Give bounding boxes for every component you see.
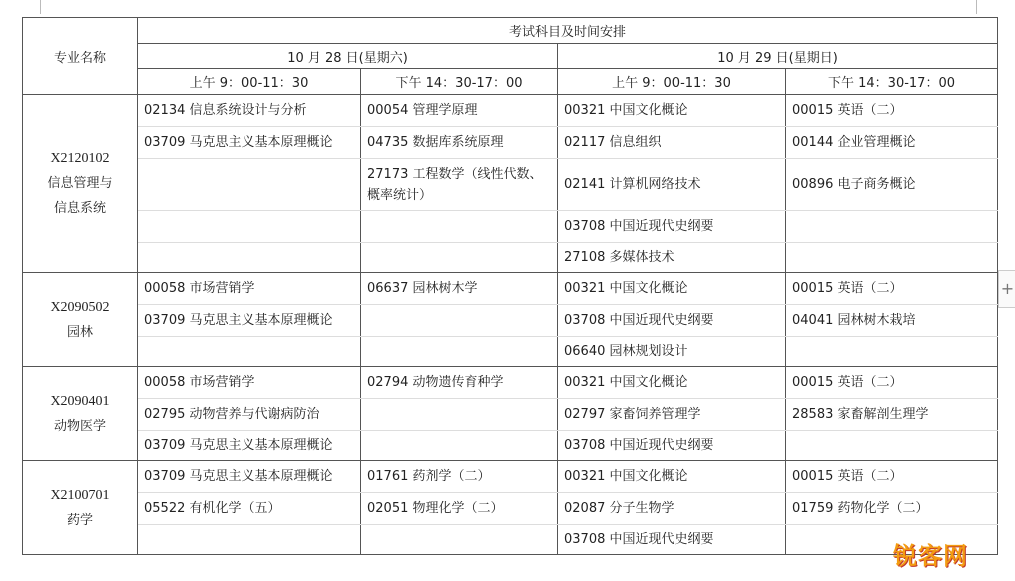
course-cell: 28583 家畜解剖生理学 bbox=[786, 399, 998, 431]
major-cell bbox=[23, 367, 138, 461]
exam-schedule-table bbox=[22, 17, 998, 555]
major-cell bbox=[23, 273, 138, 367]
course-cell: 01759 药物化学（二） bbox=[786, 493, 998, 525]
table-row bbox=[23, 305, 998, 337]
table-row bbox=[23, 431, 998, 461]
course-cell: 02794 动物遗传育种学 bbox=[361, 367, 558, 399]
course-cell bbox=[786, 431, 998, 461]
course-cell: 01761 药剂学（二） bbox=[361, 461, 558, 493]
watermark-logo: 锐客网 bbox=[893, 542, 968, 570]
major-name-header: 专业名称 bbox=[23, 18, 138, 95]
course-cell: 00321 中国文化概论 bbox=[558, 461, 786, 493]
course-cell: 02795 动物营养与代谢病防治 bbox=[138, 399, 361, 431]
day2-morning-header: 上午 9：00-11：30 bbox=[558, 69, 786, 95]
header-row-2 bbox=[23, 44, 998, 69]
major-name: 信息管理与信息系统 bbox=[47, 176, 113, 216]
course-cell bbox=[786, 243, 998, 273]
course-cell: 02141 计算机网络技术 bbox=[558, 159, 786, 211]
course-cell: 00321 中国文化概论 bbox=[558, 367, 786, 399]
course-cell: 02134 信息系统设计与分析 bbox=[138, 95, 361, 127]
course-cell bbox=[361, 211, 558, 243]
course-cell: 00896 电子商务概论 bbox=[786, 159, 998, 211]
course-cell: 04041 园林树木栽培 bbox=[786, 305, 998, 337]
course-cell bbox=[786, 337, 998, 367]
course-cell bbox=[138, 211, 361, 243]
course-cell bbox=[786, 211, 998, 243]
table-row bbox=[23, 525, 998, 555]
course-cell bbox=[138, 243, 361, 273]
table-row bbox=[23, 95, 998, 127]
course-cell bbox=[361, 243, 558, 273]
course-cell bbox=[361, 431, 558, 461]
course-cell bbox=[361, 399, 558, 431]
day1-afternoon-header: 下午 14：30-17：00 bbox=[361, 69, 558, 95]
course-cell: 03708 中国近现代史纲要 bbox=[558, 525, 786, 555]
course-cell: 00321 中国文化概论 bbox=[558, 273, 786, 305]
course-cell bbox=[361, 337, 558, 367]
major-code: X2100701 bbox=[50, 487, 110, 503]
table-row bbox=[23, 493, 998, 525]
course-cell: 03709 马克思主义基本原理概论 bbox=[138, 461, 361, 493]
add-button[interactable]: + bbox=[998, 270, 1015, 308]
course-cell: 02797 家畜饲养管理学 bbox=[558, 399, 786, 431]
course-cell: 02051 物理化学（二） bbox=[361, 493, 558, 525]
course-cell: 03709 马克思主义基本原理概论 bbox=[138, 305, 361, 337]
page-margin-mark bbox=[40, 0, 41, 14]
course-cell: 27173 工程数学（线性代数、概率统计） bbox=[361, 159, 558, 211]
day2-header: 10 月 29 日(星期日) bbox=[558, 44, 998, 69]
table-row bbox=[23, 337, 998, 367]
course-cell: 00144 企业管理概论 bbox=[786, 127, 998, 159]
header-row-1 bbox=[23, 18, 998, 44]
major-cell bbox=[23, 461, 138, 555]
table-row bbox=[23, 159, 998, 211]
course-cell: 00015 英语（二） bbox=[786, 461, 998, 493]
course-cell bbox=[361, 525, 558, 555]
table-row bbox=[23, 243, 998, 273]
course-cell: 03708 中国近现代史纲要 bbox=[558, 431, 786, 461]
day2-afternoon-header: 下午 14：30-17：00 bbox=[786, 69, 998, 95]
course-cell: 02087 分子生物学 bbox=[558, 493, 786, 525]
table-row bbox=[23, 461, 998, 493]
course-cell: 05522 有机化学（五） bbox=[138, 493, 361, 525]
course-cell: 00321 中国文化概论 bbox=[558, 95, 786, 127]
major-code: X2120102 bbox=[50, 151, 110, 166]
course-cell: 06637 园林树木学 bbox=[361, 273, 558, 305]
table-row bbox=[23, 367, 998, 399]
course-cell: 00058 市场营销学 bbox=[138, 367, 361, 399]
course-cell: 02117 信息组织 bbox=[558, 127, 786, 159]
course-cell bbox=[361, 305, 558, 337]
course-cell: 00015 英语（二） bbox=[786, 273, 998, 305]
course-cell: 03708 中国近现代史纲要 bbox=[558, 211, 786, 243]
day1-header: 10 月 28 日(星期六) bbox=[138, 44, 558, 69]
course-cell: 06640 园林规划设计 bbox=[558, 337, 786, 367]
course-cell: 03709 马克思主义基本原理概论 bbox=[138, 127, 361, 159]
course-cell: 04735 数据库系统原理 bbox=[361, 127, 558, 159]
course-cell: 03709 马克思主义基本原理概论 bbox=[138, 431, 361, 461]
course-cell: 00054 管理学原理 bbox=[361, 95, 558, 127]
course-cell: 00015 英语（二） bbox=[786, 367, 998, 399]
major-cell bbox=[23, 95, 138, 273]
major-name: 动物医学 bbox=[53, 418, 106, 434]
exam-schedule-title: 考试科目及时间安排 bbox=[138, 18, 998, 44]
day1-morning-header: 上午 9：00-11：30 bbox=[138, 69, 361, 95]
course-cell: 03708 中国近现代史纲要 bbox=[558, 305, 786, 337]
table-row bbox=[23, 399, 998, 431]
major-code: X2090502 bbox=[50, 299, 110, 315]
table-row bbox=[23, 127, 998, 159]
major-code: X2090401 bbox=[50, 393, 110, 409]
table-row bbox=[23, 273, 998, 305]
course-cell bbox=[138, 337, 361, 367]
header-row-3 bbox=[23, 69, 998, 95]
course-cell bbox=[138, 525, 361, 555]
course-cell: 27108 多媒体技术 bbox=[558, 243, 786, 273]
major-name: 园林 bbox=[66, 324, 93, 340]
course-cell: 00058 市场营销学 bbox=[138, 273, 361, 305]
page-margin-mark bbox=[976, 0, 977, 14]
table-row bbox=[23, 211, 998, 243]
major-name: 药学 bbox=[66, 512, 93, 528]
course-cell bbox=[138, 159, 361, 211]
course-cell: 00015 英语（二） bbox=[786, 95, 998, 127]
